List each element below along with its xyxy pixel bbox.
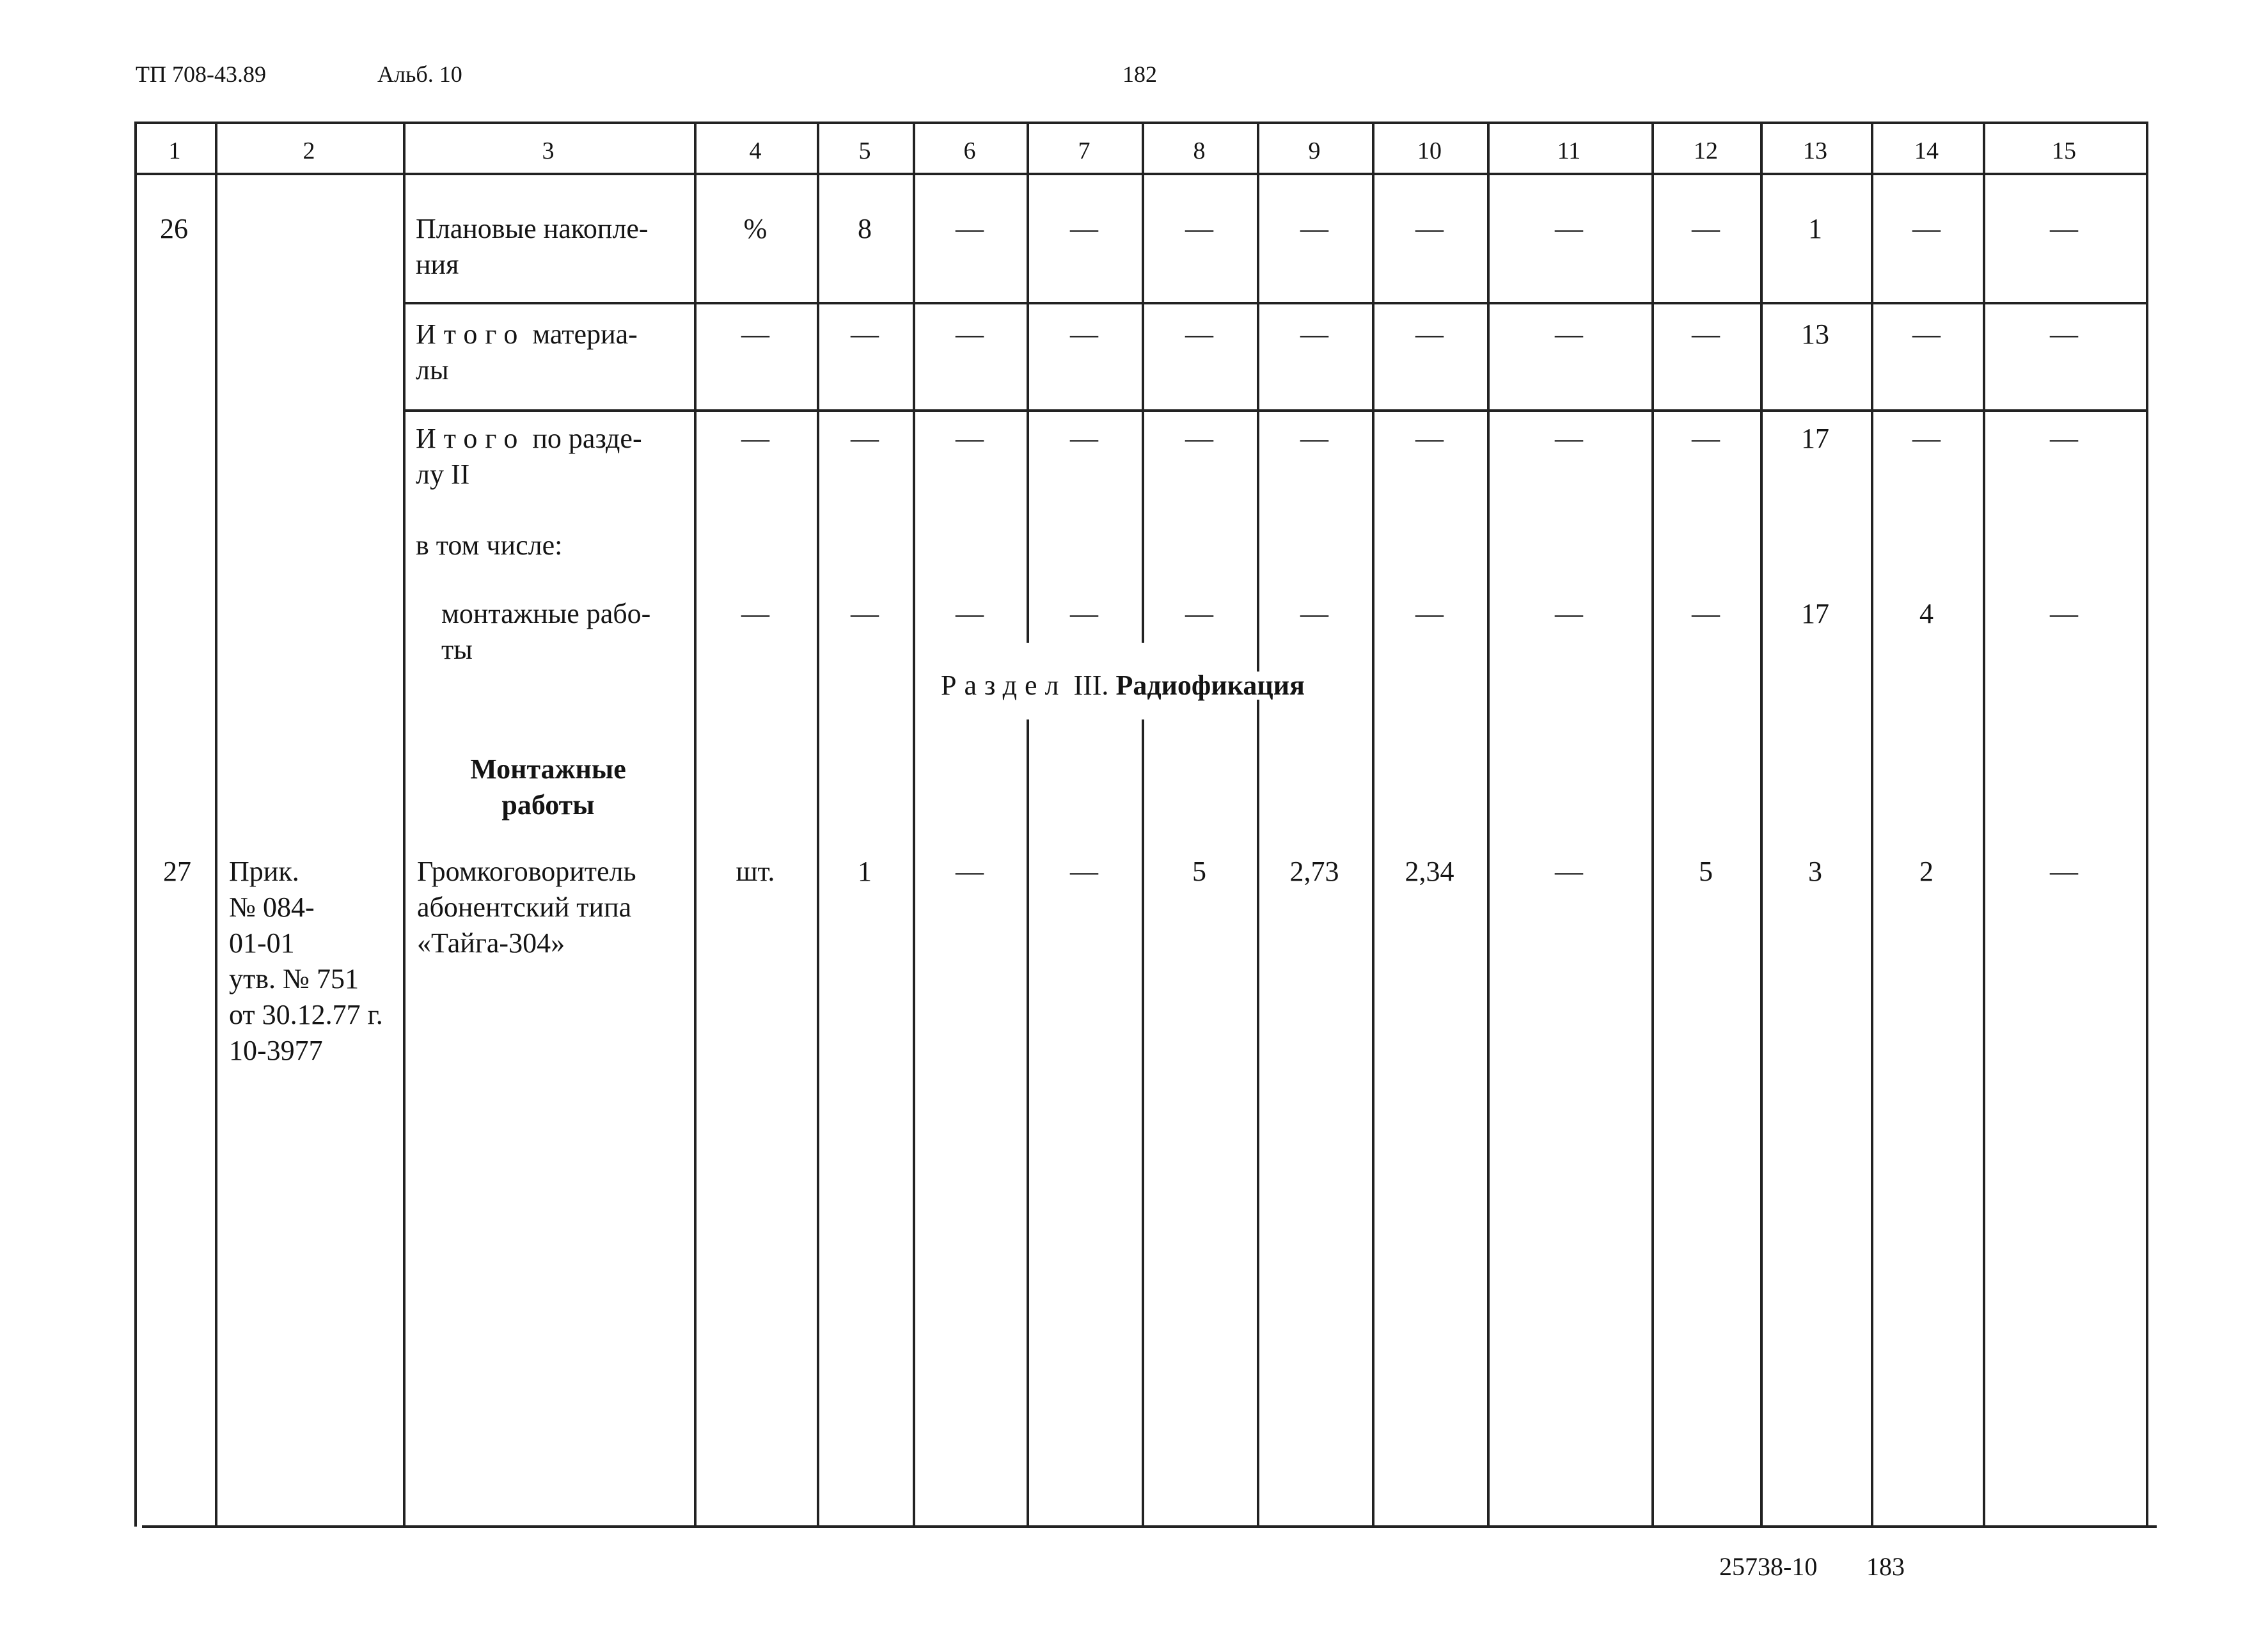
column-header-12: 12 [1694, 138, 1718, 164]
installation-works-col-15: — [2050, 598, 2078, 629]
row-26-col-10: — [1415, 213, 1444, 244]
installation-works-col-13: 17 [1801, 598, 1829, 629]
row-26-col-4: % [743, 213, 768, 244]
total-materials-col-5: — [851, 318, 879, 350]
total-materials-col-10: — [1415, 318, 1444, 350]
installation-works-col-14: 4 [1919, 598, 1933, 629]
total-materials-col-11: — [1555, 318, 1583, 350]
column-header-1: 1 [168, 138, 181, 164]
total-materials-col-7: — [1070, 318, 1098, 350]
column-header-14: 14 [1914, 138, 1939, 164]
column-header-7: 7 [1078, 138, 1091, 164]
row-27-col-6: — [956, 856, 984, 887]
row-26-col-5: 8 [858, 213, 872, 244]
row-26-col-11: — [1555, 213, 1583, 244]
row-26-col-13: 1 [1808, 213, 1822, 244]
total-materials-col-9: — [1300, 318, 1328, 350]
total-materials-col-6: — [956, 318, 984, 350]
total-section-ii-col-5: — [851, 423, 879, 454]
column-header-10: 10 [1417, 138, 1442, 164]
installation-works-col-4: — [741, 598, 769, 629]
installation-works-col-5: — [851, 598, 879, 629]
total-section-ii-col-9: — [1300, 423, 1328, 454]
total-materials-col-15: — [2050, 318, 2078, 350]
total-section-ii-col-4: — [741, 423, 769, 454]
section-title: Раздел III. Радиофикация [937, 672, 1309, 700]
column-header-13: 13 [1803, 138, 1827, 164]
column-header-4: 4 [749, 138, 762, 164]
total-materials-col-12: — [1692, 318, 1720, 350]
total-section-ii-col-12: — [1692, 423, 1720, 454]
total-section-ii-col-8: — [1185, 423, 1213, 454]
row-26-col-12: — [1692, 213, 1720, 244]
total-materials-col-4: — [741, 318, 769, 350]
installation-works-label: монтажные рабо- ты [441, 598, 651, 665]
total-materials-col-13: 13 [1801, 318, 1829, 350]
row-26-name: Плановые накопле- ния [416, 213, 649, 280]
row-26-col-8: — [1185, 213, 1213, 244]
row-27-name: Громкоговоритель абонентский типа «Тайга-304» [417, 856, 636, 959]
subheading-installation-works: Монтажные работы [470, 753, 626, 821]
row-27-col-9: 2,73 [1289, 856, 1339, 887]
album-label: Альб. 10 [377, 61, 462, 87]
total-section-ii-col-7: — [1070, 423, 1098, 454]
row-27-col-10: 2,34 [1405, 856, 1454, 887]
column-header-5: 5 [858, 138, 871, 164]
row-27-col-14: 2 [1919, 856, 1933, 887]
row-26-col-9: — [1300, 213, 1328, 244]
column-header-2: 2 [303, 138, 315, 164]
footer-page: 183 [1866, 1552, 1905, 1581]
total-section-ii-col-10: — [1415, 423, 1444, 454]
total-materials-label: Итого материа- лы [416, 318, 638, 386]
column-header-15: 15 [2052, 138, 2076, 164]
row-27-col-15: — [2050, 856, 2078, 887]
row-27-col-8: 5 [1192, 856, 1206, 887]
row-26-col-7: — [1070, 213, 1098, 244]
footer-code: 25738-10 [1719, 1552, 1818, 1581]
row-27-col-5: 1 [858, 856, 872, 887]
total-section-ii-col-14: — [1912, 423, 1941, 454]
including-label: в том числе: [416, 530, 563, 561]
row-26-col-6: — [956, 213, 984, 244]
row-27-number: 27 [163, 856, 191, 887]
installation-works-col-11: — [1555, 598, 1583, 629]
total-materials-col-14: — [1912, 318, 1941, 350]
row-27-col-12: 5 [1699, 856, 1713, 887]
total-section-ii-label: Итого по разде- лу II [416, 423, 642, 490]
installation-works-col-7: — [1070, 598, 1098, 629]
row-27-reference: Прик. № 084- 01-01 утв. № 751 от 30.12.77 г. 10-3977 [229, 856, 383, 1066]
column-header-3: 3 [542, 138, 555, 164]
row-27-col-11: — [1555, 856, 1583, 887]
total-section-ii-col-6: — [956, 423, 984, 454]
total-section-ii-col-13: 17 [1801, 423, 1829, 454]
column-header-8: 8 [1193, 138, 1206, 164]
column-header-6: 6 [963, 138, 976, 164]
row-26-col-14: — [1912, 213, 1941, 244]
total-materials-col-8: — [1185, 318, 1213, 350]
installation-works-col-8: — [1185, 598, 1213, 629]
installation-works-col-10: — [1415, 598, 1444, 629]
total-section-ii-col-15: — [2050, 423, 2078, 454]
row-26-col-15: — [2050, 213, 2078, 244]
row-27-col-7: — [1070, 856, 1098, 887]
installation-works-col-6: — [956, 598, 984, 629]
row-26-number: 26 [160, 213, 188, 244]
column-header-9: 9 [1308, 138, 1321, 164]
row-27-col-13: 3 [1808, 856, 1822, 887]
row-27-col-4: шт. [736, 856, 775, 887]
column-header-11: 11 [1557, 138, 1581, 164]
page-number: 182 [1122, 61, 1157, 87]
document-code: ТП 708-43.89 [136, 61, 266, 87]
installation-works-col-9: — [1300, 598, 1328, 629]
installation-works-col-12: — [1692, 598, 1720, 629]
total-section-ii-col-11: — [1555, 423, 1583, 454]
